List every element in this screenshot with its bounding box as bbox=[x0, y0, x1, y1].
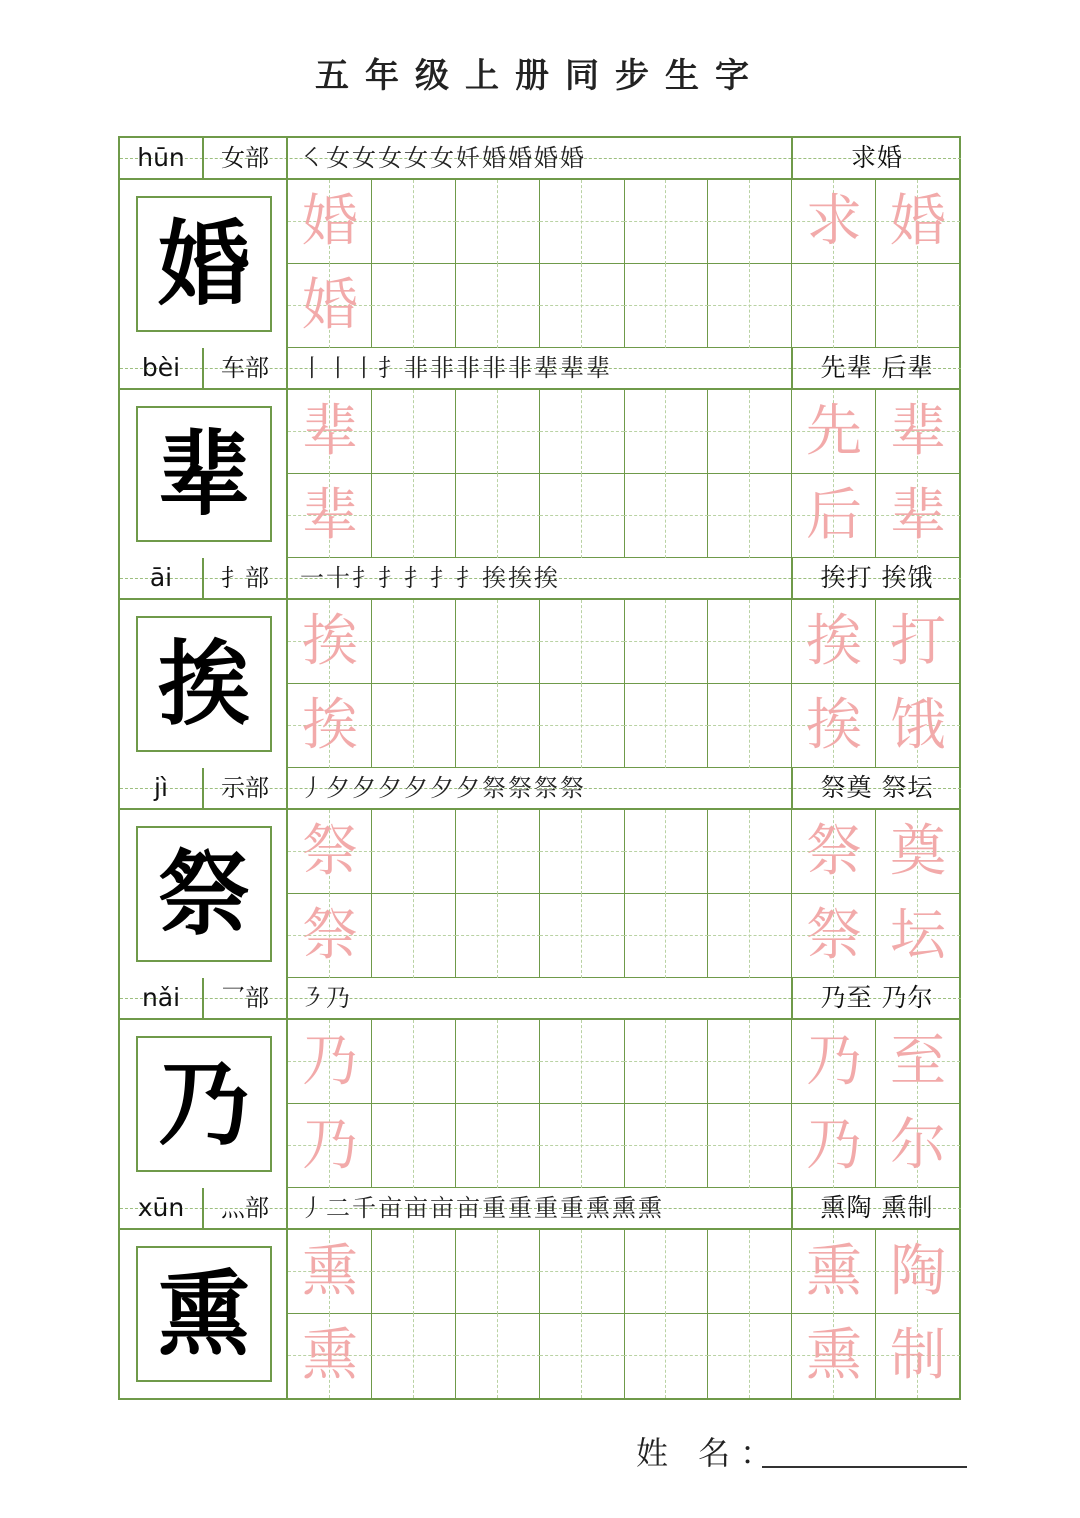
stroke-step: 祭 bbox=[482, 774, 508, 802]
practice-cell[interactable] bbox=[540, 264, 625, 348]
practice-cell[interactable] bbox=[708, 894, 792, 978]
stroke-step: 辈 bbox=[560, 354, 586, 382]
stroke-step: ㇋ bbox=[300, 984, 326, 1012]
stroke-step: 丨 bbox=[300, 354, 326, 382]
stroke-step: 夕 bbox=[430, 774, 456, 802]
practice-cell[interactable] bbox=[540, 894, 625, 978]
model-character-box bbox=[136, 826, 272, 962]
example-words: 熏陶 熏制 bbox=[820, 1193, 934, 1222]
practice-cell[interactable] bbox=[624, 180, 708, 264]
trace-character: 求 bbox=[806, 189, 862, 254]
trace-character: 挨 bbox=[806, 609, 862, 674]
trace-character: 陶 bbox=[890, 1239, 946, 1304]
trace-character: 祭 bbox=[806, 819, 862, 884]
trace-character: 打 bbox=[890, 609, 946, 674]
stroke-step: 婚 bbox=[482, 144, 508, 172]
character-block bbox=[120, 768, 961, 978]
trace-character: 制 bbox=[890, 1323, 946, 1388]
model-character-box bbox=[136, 1246, 272, 1382]
practice-cell[interactable] bbox=[876, 1230, 960, 1314]
practice-cell[interactable] bbox=[372, 1314, 456, 1398]
practice-cell[interactable] bbox=[792, 1104, 876, 1188]
stroke-step: 祭 bbox=[560, 774, 586, 802]
practice-cell[interactable] bbox=[456, 180, 540, 264]
practice-cell[interactable] bbox=[540, 390, 625, 474]
stroke-step: 奷 bbox=[456, 144, 482, 172]
trace-character: 辈 bbox=[302, 483, 358, 548]
stroke-order bbox=[288, 558, 793, 598]
header-row bbox=[120, 138, 961, 180]
stroke-step: 婚 bbox=[560, 144, 586, 172]
practice-cell[interactable] bbox=[540, 1314, 625, 1398]
practice-cell[interactable] bbox=[456, 1314, 540, 1398]
stroke-step: 女 bbox=[404, 144, 430, 172]
practice-cell[interactable] bbox=[288, 264, 372, 348]
stroke-step: ㇛ bbox=[300, 144, 326, 172]
header-row bbox=[120, 768, 961, 810]
stroke-step: 非 bbox=[430, 354, 456, 382]
trace-character: 辈 bbox=[302, 399, 358, 464]
practice-cell[interactable] bbox=[792, 600, 876, 684]
model-character: 辈 bbox=[157, 420, 250, 528]
worksheet-title: 五年级上册同步生字 bbox=[315, 56, 765, 96]
pinyin-label: hūn bbox=[120, 138, 204, 178]
trace-character: 饿 bbox=[890, 693, 946, 758]
trace-character: 挨 bbox=[302, 693, 358, 758]
stroke-step: 扌 bbox=[404, 564, 430, 592]
stroke-step: 扌 bbox=[352, 564, 378, 592]
stroke-step: 十 bbox=[326, 564, 352, 592]
stroke-step: 挨 bbox=[508, 564, 534, 592]
practice-cell[interactable] bbox=[876, 1020, 960, 1104]
stroke-step: 夕 bbox=[404, 774, 430, 802]
stroke-step: 夕 bbox=[326, 774, 352, 802]
practice-cell[interactable] bbox=[372, 600, 456, 684]
practice-cell[interactable] bbox=[288, 1314, 372, 1398]
radical-label: 灬部 bbox=[204, 1188, 288, 1228]
model-character-cell bbox=[120, 1020, 288, 1188]
stroke-step: 重 bbox=[482, 1194, 508, 1222]
practice-cell[interactable] bbox=[288, 1104, 372, 1188]
practice-cell[interactable] bbox=[624, 1230, 708, 1314]
model-character-box bbox=[136, 196, 272, 332]
practice-cell[interactable] bbox=[540, 684, 625, 768]
stroke-step: 扌 bbox=[430, 564, 456, 592]
name-blank-line bbox=[762, 1466, 967, 1468]
stroke-step: 一 bbox=[300, 564, 326, 592]
stroke-step: 非 bbox=[404, 354, 430, 382]
stroke-step: 女 bbox=[430, 144, 456, 172]
name-label: 姓 名： bbox=[636, 1434, 783, 1472]
practice-grid bbox=[288, 180, 961, 348]
practice-cell[interactable] bbox=[456, 600, 540, 684]
practice-cell[interactable] bbox=[792, 1314, 876, 1398]
model-character-cell bbox=[120, 600, 288, 768]
stroke-step: 熏 bbox=[612, 1194, 638, 1222]
character-block bbox=[120, 348, 961, 558]
model-character-box bbox=[136, 406, 272, 542]
model-character: 挨 bbox=[157, 630, 250, 738]
stroke-step: 扌 bbox=[378, 354, 404, 382]
trace-character: 后 bbox=[806, 483, 862, 548]
practice-cell[interactable] bbox=[708, 1020, 792, 1104]
practice-cell[interactable] bbox=[708, 264, 792, 348]
practice-cell[interactable] bbox=[288, 1230, 372, 1314]
practice-sheet bbox=[118, 136, 961, 1400]
practice-cell[interactable] bbox=[540, 810, 625, 894]
practice-cell[interactable] bbox=[540, 600, 625, 684]
stroke-step: 夕 bbox=[352, 774, 378, 802]
stroke-step: 千 bbox=[352, 1194, 378, 1222]
header-row bbox=[120, 1188, 961, 1230]
practice-grid bbox=[288, 810, 961, 978]
trace-character: 婚 bbox=[302, 273, 358, 338]
character-block bbox=[120, 978, 961, 1188]
radical-label: 乛部 bbox=[204, 978, 288, 1018]
practice-cell[interactable] bbox=[540, 1230, 625, 1314]
practice-cell[interactable] bbox=[372, 474, 456, 558]
practice-cell[interactable] bbox=[456, 1230, 540, 1314]
practice-grid bbox=[288, 390, 961, 558]
example-words: 求婚 bbox=[850, 143, 903, 172]
trace-character: 乃 bbox=[806, 1113, 862, 1178]
model-character-box bbox=[136, 616, 272, 752]
stroke-step: 扌 bbox=[378, 564, 404, 592]
practice-cell[interactable] bbox=[540, 1020, 625, 1104]
practice-cell[interactable] bbox=[540, 474, 625, 558]
example-words: 挨打 挨饿 bbox=[820, 563, 934, 592]
trace-character: 婚 bbox=[890, 189, 946, 254]
stroke-step: 丿 bbox=[300, 1194, 326, 1222]
header-row bbox=[120, 978, 961, 1020]
stroke-step: 非 bbox=[456, 354, 482, 382]
model-character-cell bbox=[120, 810, 288, 978]
stroke-order bbox=[288, 1188, 793, 1228]
practice-grid bbox=[288, 1020, 961, 1188]
practice-grid bbox=[288, 1230, 961, 1398]
radical-label: 女部 bbox=[204, 138, 288, 178]
trace-character: 祭 bbox=[302, 819, 358, 884]
practice-cell[interactable] bbox=[288, 474, 372, 558]
practice-cell[interactable] bbox=[876, 600, 960, 684]
pinyin-label: jì bbox=[120, 768, 204, 808]
practice-cell[interactable] bbox=[708, 810, 792, 894]
stroke-step: 二 bbox=[326, 1194, 352, 1222]
practice-cell[interactable] bbox=[624, 894, 708, 978]
example-words: 乃至 乃尔 bbox=[820, 983, 934, 1012]
model-character-cell bbox=[120, 1230, 288, 1398]
stroke-step: 祭 bbox=[534, 774, 560, 802]
practice-cell[interactable] bbox=[624, 1104, 708, 1188]
trace-character: 乃 bbox=[806, 1029, 862, 1094]
practice-cell[interactable] bbox=[876, 684, 960, 768]
trace-character: 祭 bbox=[806, 903, 862, 968]
practice-cell[interactable] bbox=[372, 264, 456, 348]
practice-cell[interactable] bbox=[876, 390, 960, 474]
practice-cell[interactable] bbox=[288, 894, 372, 978]
trace-character: 熏 bbox=[806, 1239, 862, 1304]
practice-cell[interactable] bbox=[288, 180, 372, 264]
trace-character: 祭 bbox=[302, 903, 358, 968]
stroke-step: 婚 bbox=[534, 144, 560, 172]
stroke-step: 亩 bbox=[456, 1194, 482, 1222]
model-character: 乃 bbox=[157, 1050, 250, 1158]
practice-cell[interactable] bbox=[372, 390, 456, 474]
stroke-step: 夕 bbox=[378, 774, 404, 802]
practice-cell[interactable] bbox=[792, 1020, 876, 1104]
stroke-step: 辈 bbox=[586, 354, 612, 382]
practice-cell[interactable] bbox=[708, 684, 792, 768]
practice-cell[interactable] bbox=[288, 810, 372, 894]
stroke-step: 丨 bbox=[326, 354, 352, 382]
practice-cell[interactable] bbox=[876, 180, 960, 264]
practice-cell[interactable] bbox=[372, 810, 456, 894]
model-character: 婚 bbox=[157, 210, 250, 318]
trace-character bbox=[792, 264, 876, 348]
character-block bbox=[120, 138, 961, 348]
pinyin-label: bèi bbox=[120, 348, 204, 388]
practice-cell[interactable] bbox=[792, 810, 876, 894]
practice-cell[interactable] bbox=[372, 1230, 456, 1314]
stroke-step: 祭 bbox=[508, 774, 534, 802]
stroke-step: 丨 bbox=[352, 354, 378, 382]
stroke-step: 重 bbox=[508, 1194, 534, 1222]
trace-character: 熏 bbox=[302, 1239, 358, 1304]
practice-cell[interactable] bbox=[456, 264, 540, 348]
practice-cell[interactable] bbox=[456, 684, 540, 768]
stroke-step: 非 bbox=[482, 354, 508, 382]
practice-cell[interactable] bbox=[456, 474, 540, 558]
radical-label: 扌部 bbox=[204, 558, 288, 598]
header-row bbox=[120, 348, 961, 390]
practice-cell[interactable] bbox=[708, 1230, 792, 1314]
model-character-box bbox=[136, 1036, 272, 1172]
practice-cell[interactable] bbox=[792, 474, 876, 558]
practice-cell[interactable] bbox=[372, 894, 456, 978]
character-block bbox=[120, 1188, 961, 1398]
stroke-step: 扌 bbox=[456, 564, 482, 592]
model-character-cell bbox=[120, 180, 288, 348]
trace-character: 熏 bbox=[806, 1323, 862, 1388]
example-words: 先辈 后辈 bbox=[820, 353, 934, 382]
practice-cell[interactable] bbox=[456, 390, 540, 474]
practice-cell[interactable] bbox=[456, 810, 540, 894]
practice-cell[interactable] bbox=[876, 474, 960, 558]
practice-cell[interactable] bbox=[792, 180, 876, 264]
stroke-step: 女 bbox=[326, 144, 352, 172]
practice-cell[interactable] bbox=[288, 390, 372, 474]
practice-cell[interactable] bbox=[708, 1104, 792, 1188]
stroke-step: 重 bbox=[534, 1194, 560, 1222]
practice-cell[interactable] bbox=[624, 600, 708, 684]
practice-cell[interactable] bbox=[456, 894, 540, 978]
practice-cell[interactable] bbox=[288, 1020, 372, 1104]
pinyin-label: xūn bbox=[120, 1188, 204, 1228]
trace-character: 婚 bbox=[302, 189, 358, 254]
trace-character: 辈 bbox=[890, 483, 946, 548]
practice-cell[interactable] bbox=[792, 264, 876, 348]
stroke-order bbox=[288, 768, 793, 808]
practice-cell[interactable] bbox=[876, 1104, 960, 1188]
practice-cell[interactable] bbox=[792, 390, 876, 474]
trace-character: 坛 bbox=[890, 903, 946, 968]
stroke-step: 女 bbox=[352, 144, 378, 172]
stroke-step: 重 bbox=[560, 1194, 586, 1222]
trace-character: 至 bbox=[890, 1029, 946, 1094]
practice-cell[interactable] bbox=[792, 894, 876, 978]
model-character: 熏 bbox=[157, 1260, 250, 1368]
trace-character: 乃 bbox=[302, 1113, 358, 1178]
practice-cell[interactable] bbox=[708, 390, 792, 474]
practice-cell[interactable] bbox=[624, 684, 708, 768]
practice-cell[interactable] bbox=[876, 810, 960, 894]
model-character-cell bbox=[120, 390, 288, 558]
practice-cell[interactable] bbox=[372, 180, 456, 264]
stroke-step: 乃 bbox=[326, 984, 352, 1012]
stroke-step: 挨 bbox=[534, 564, 560, 592]
stroke-step: 亩 bbox=[404, 1194, 430, 1222]
stroke-step: 挨 bbox=[482, 564, 508, 592]
header-row bbox=[120, 558, 961, 600]
practice-cell[interactable] bbox=[372, 684, 456, 768]
stroke-step: 丿 bbox=[300, 774, 326, 802]
pinyin-label: āi bbox=[120, 558, 204, 598]
trace-character bbox=[876, 264, 960, 348]
stroke-step: 女 bbox=[378, 144, 404, 172]
practice-cell[interactable] bbox=[288, 684, 372, 768]
practice-cell[interactable] bbox=[540, 1104, 625, 1188]
practice-cell[interactable] bbox=[540, 180, 625, 264]
practice-cell[interactable] bbox=[792, 684, 876, 768]
practice-cell[interactable] bbox=[708, 474, 792, 558]
practice-cell[interactable] bbox=[792, 1230, 876, 1314]
practice-cell[interactable] bbox=[288, 600, 372, 684]
practice-cell[interactable] bbox=[708, 1314, 792, 1398]
radical-label: 车部 bbox=[204, 348, 288, 388]
trace-character: 奠 bbox=[890, 819, 946, 884]
stroke-order bbox=[288, 348, 793, 388]
practice-cell[interactable] bbox=[708, 600, 792, 684]
practice-grid bbox=[288, 600, 961, 768]
trace-character: 熏 bbox=[302, 1323, 358, 1388]
stroke-order bbox=[288, 138, 793, 178]
practice-cell[interactable] bbox=[456, 1104, 540, 1188]
trace-character: 先 bbox=[806, 399, 862, 464]
trace-character: 辈 bbox=[890, 399, 946, 464]
practice-cell[interactable] bbox=[876, 1314, 960, 1398]
practice-cell[interactable] bbox=[624, 1314, 708, 1398]
stroke-step: 熏 bbox=[586, 1194, 612, 1222]
stroke-step: 亩 bbox=[430, 1194, 456, 1222]
trace-character: 乃 bbox=[302, 1029, 358, 1094]
practice-cell[interactable] bbox=[372, 1020, 456, 1104]
practice-cell[interactable] bbox=[624, 264, 708, 348]
practice-cell[interactable] bbox=[708, 180, 792, 264]
example-words: 祭奠 祭坛 bbox=[820, 773, 934, 802]
stroke-step: 亩 bbox=[378, 1194, 404, 1222]
stroke-step: 非 bbox=[508, 354, 534, 382]
practice-cell[interactable] bbox=[456, 1020, 540, 1104]
practice-cell[interactable] bbox=[624, 1020, 708, 1104]
stroke-step: 熏 bbox=[638, 1194, 664, 1222]
stroke-step: 婚 bbox=[508, 144, 534, 172]
practice-cell[interactable] bbox=[624, 474, 708, 558]
trace-character: 挨 bbox=[302, 609, 358, 674]
practice-cell[interactable] bbox=[372, 1104, 456, 1188]
model-character: 祭 bbox=[157, 840, 250, 948]
practice-cell[interactable] bbox=[624, 390, 708, 474]
character-block bbox=[120, 558, 961, 768]
practice-cell[interactable] bbox=[876, 894, 960, 978]
stroke-order bbox=[288, 978, 793, 1018]
practice-cell[interactable] bbox=[624, 810, 708, 894]
trace-character: 尔 bbox=[890, 1113, 946, 1178]
stroke-step: 夕 bbox=[456, 774, 482, 802]
radical-label: 示部 bbox=[204, 768, 288, 808]
pinyin-label: nǎi bbox=[120, 978, 204, 1018]
stroke-step: 辈 bbox=[534, 354, 560, 382]
practice-cell[interactable] bbox=[876, 264, 960, 348]
trace-character: 挨 bbox=[806, 693, 862, 758]
